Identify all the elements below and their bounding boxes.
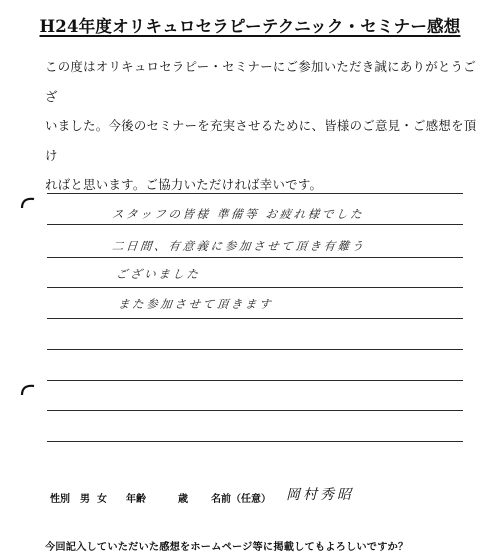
- punch-hole-icon: [20, 383, 36, 397]
- gender-option-female: 女: [97, 494, 107, 505]
- writing-line: [47, 441, 463, 442]
- survey-title-text: H24年度オリキュロセラピーテクニック・セミナー感想: [39, 17, 461, 36]
- writing-line: [47, 318, 463, 319]
- handwritten-signature: 岡村秀昭: [286, 487, 354, 503]
- handwritten-comment-line: また参加させて頂きます: [117, 297, 274, 311]
- intro-text: [45, 52, 485, 200]
- age-label: 年齢: [126, 494, 146, 505]
- intro-line: この度はオリキュロセラピー・セミナーにご参加いただき誠にありがとうござ: [45, 59, 476, 104]
- intro-line: ればと思います。ご協力いただければ幸いです。: [45, 177, 323, 192]
- publication-consent-question: 今回記入していただいた感想をホームページ等に掲載してもよろしいですか？: [45, 542, 409, 553]
- handwritten-comment-line: ございました: [115, 267, 202, 281]
- gender-label: 性別: [50, 494, 70, 505]
- punch-hole-icon: [20, 196, 36, 210]
- writing-line: [47, 257, 463, 258]
- survey-title: [0, 13, 500, 37]
- handwritten-comment-line: 二日間、有意義に参加させて頂き有難う: [111, 239, 367, 253]
- writing-line: [47, 224, 463, 225]
- writing-line: [47, 193, 463, 194]
- writing-line: [47, 410, 463, 411]
- writing-line: [47, 287, 463, 288]
- handwritten-comment-line: スタッフの皆様 準備等 お疲れ様でした: [111, 207, 365, 221]
- intro-line: いました。今後のセミナーを充実させるために、皆様のご意見・ご感想を頂け: [45, 118, 477, 163]
- writing-line: [47, 349, 463, 350]
- name-label: 名前（任意）: [211, 494, 271, 505]
- writing-line: [47, 380, 463, 381]
- age-unit: 歳: [178, 494, 188, 505]
- gender-option-male: 男: [80, 494, 90, 505]
